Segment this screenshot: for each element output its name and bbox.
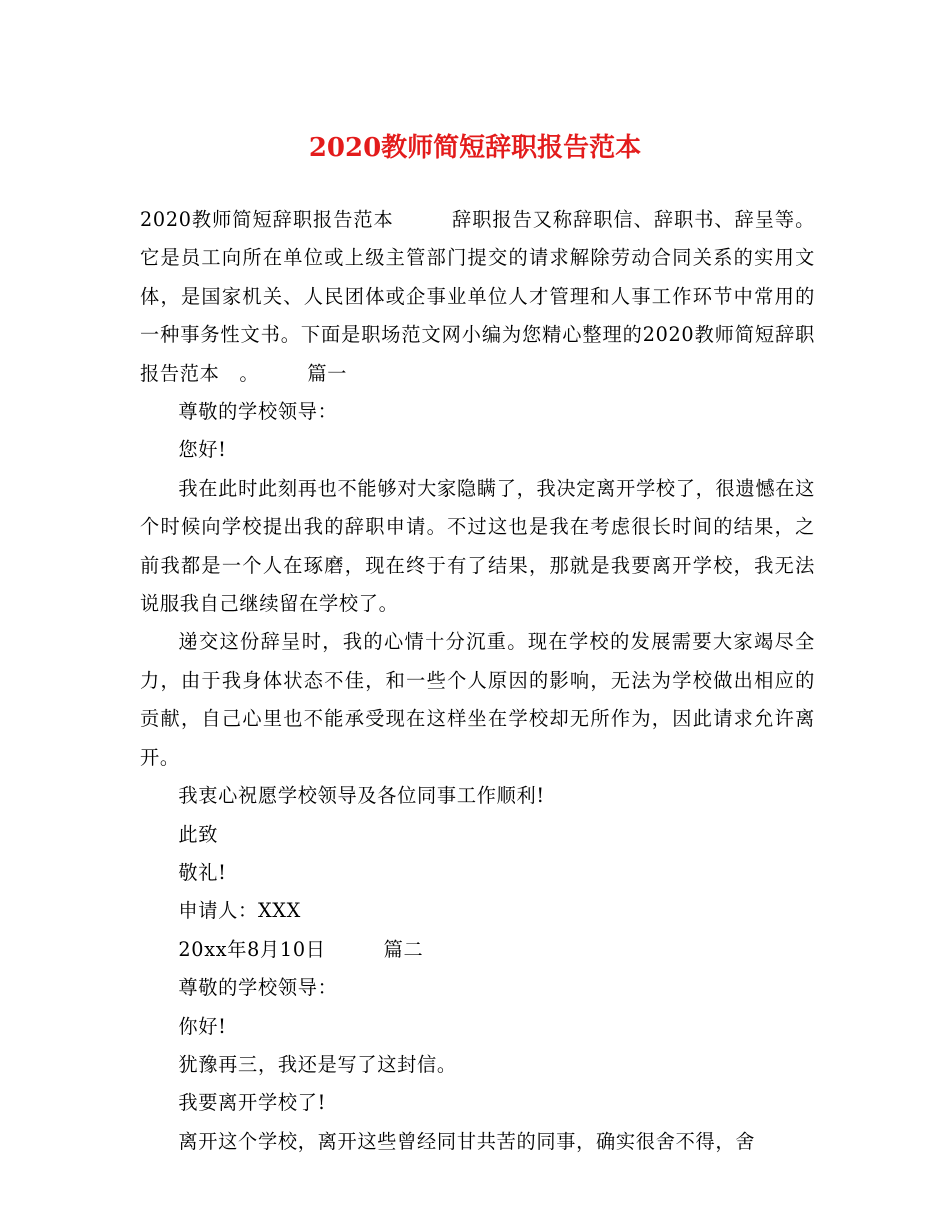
letter1-greeting: 您好! (178, 438, 227, 462)
letter1-paragraph: 我衷心祝愿学校领导及各位同事工作顺利! (178, 784, 545, 808)
letter1-applicant: 申请人：XXX (178, 899, 302, 923)
letter1-date: 20xx年8月10日 (178, 937, 326, 961)
intro-text: 辞职报告又称辞职信、辞职书、辞呈等。它是员工向所在单位或上级主管部门提交的请求解除劳动合同关系的实用文体，是国家机关、人民团体或企事业单位人才管理和人事工作环节中常用的一种事务性文书。下面是职场范文网小编为您精心整理的2020教师简短辞职报告范本 。 (140, 208, 815, 385)
document-body (140, 201, 815, 1161)
intro-paragraph (140, 201, 815, 393)
letter2-line: 犹豫再三，我还是写了这封信。 (178, 1052, 457, 1076)
part-label-1: 篇一 (307, 361, 348, 385)
letter2-line: 离开这个学校，离开这些曾经同甘共苦的同事，确实很舍不得，舍 (178, 1129, 756, 1153)
letter1-paragraph: 我在此时此刻再也不能够对大家隐瞒了，我决定离开学校了，很遗憾在这个时候向学校提出我的辞职申请。不过这也是我在考虑很长时间的结果，之前我都是一个人在琢磨，现在终于有了结果，那就是我要离开学校，我无法说服我自己继续留在学校了。 (140, 476, 815, 616)
letter1-date-line (140, 931, 815, 969)
part-label-2: 篇二 (383, 937, 424, 961)
letter1-paragraph: 递交这份辞呈时，我的心情十分沉重。现在学校的发展需要大家竭尽全力，由于我身体状态不佳，和一些个人原因的影响，无法为学校做出相应的贡献，自己心里也不能承受现在这样坐在学校却无所作为，因此请求允许离开。 (140, 630, 815, 769)
letter2-greeting: 你好! (178, 1014, 227, 1038)
letter1-closing: 此致 (178, 822, 219, 846)
document-title: 2020教师简短辞职报告范本 (308, 133, 642, 163)
intro-heading: 2020教师简短辞职报告范本 (140, 208, 394, 231)
letter2-line: 我要离开学校了! (178, 1091, 327, 1115)
letter2-salutation: 尊敬的学校领导： (178, 976, 338, 1000)
letter1-salute: 敬礼! (178, 860, 227, 884)
letter1-salutation: 尊敬的学校领导： (178, 400, 338, 424)
